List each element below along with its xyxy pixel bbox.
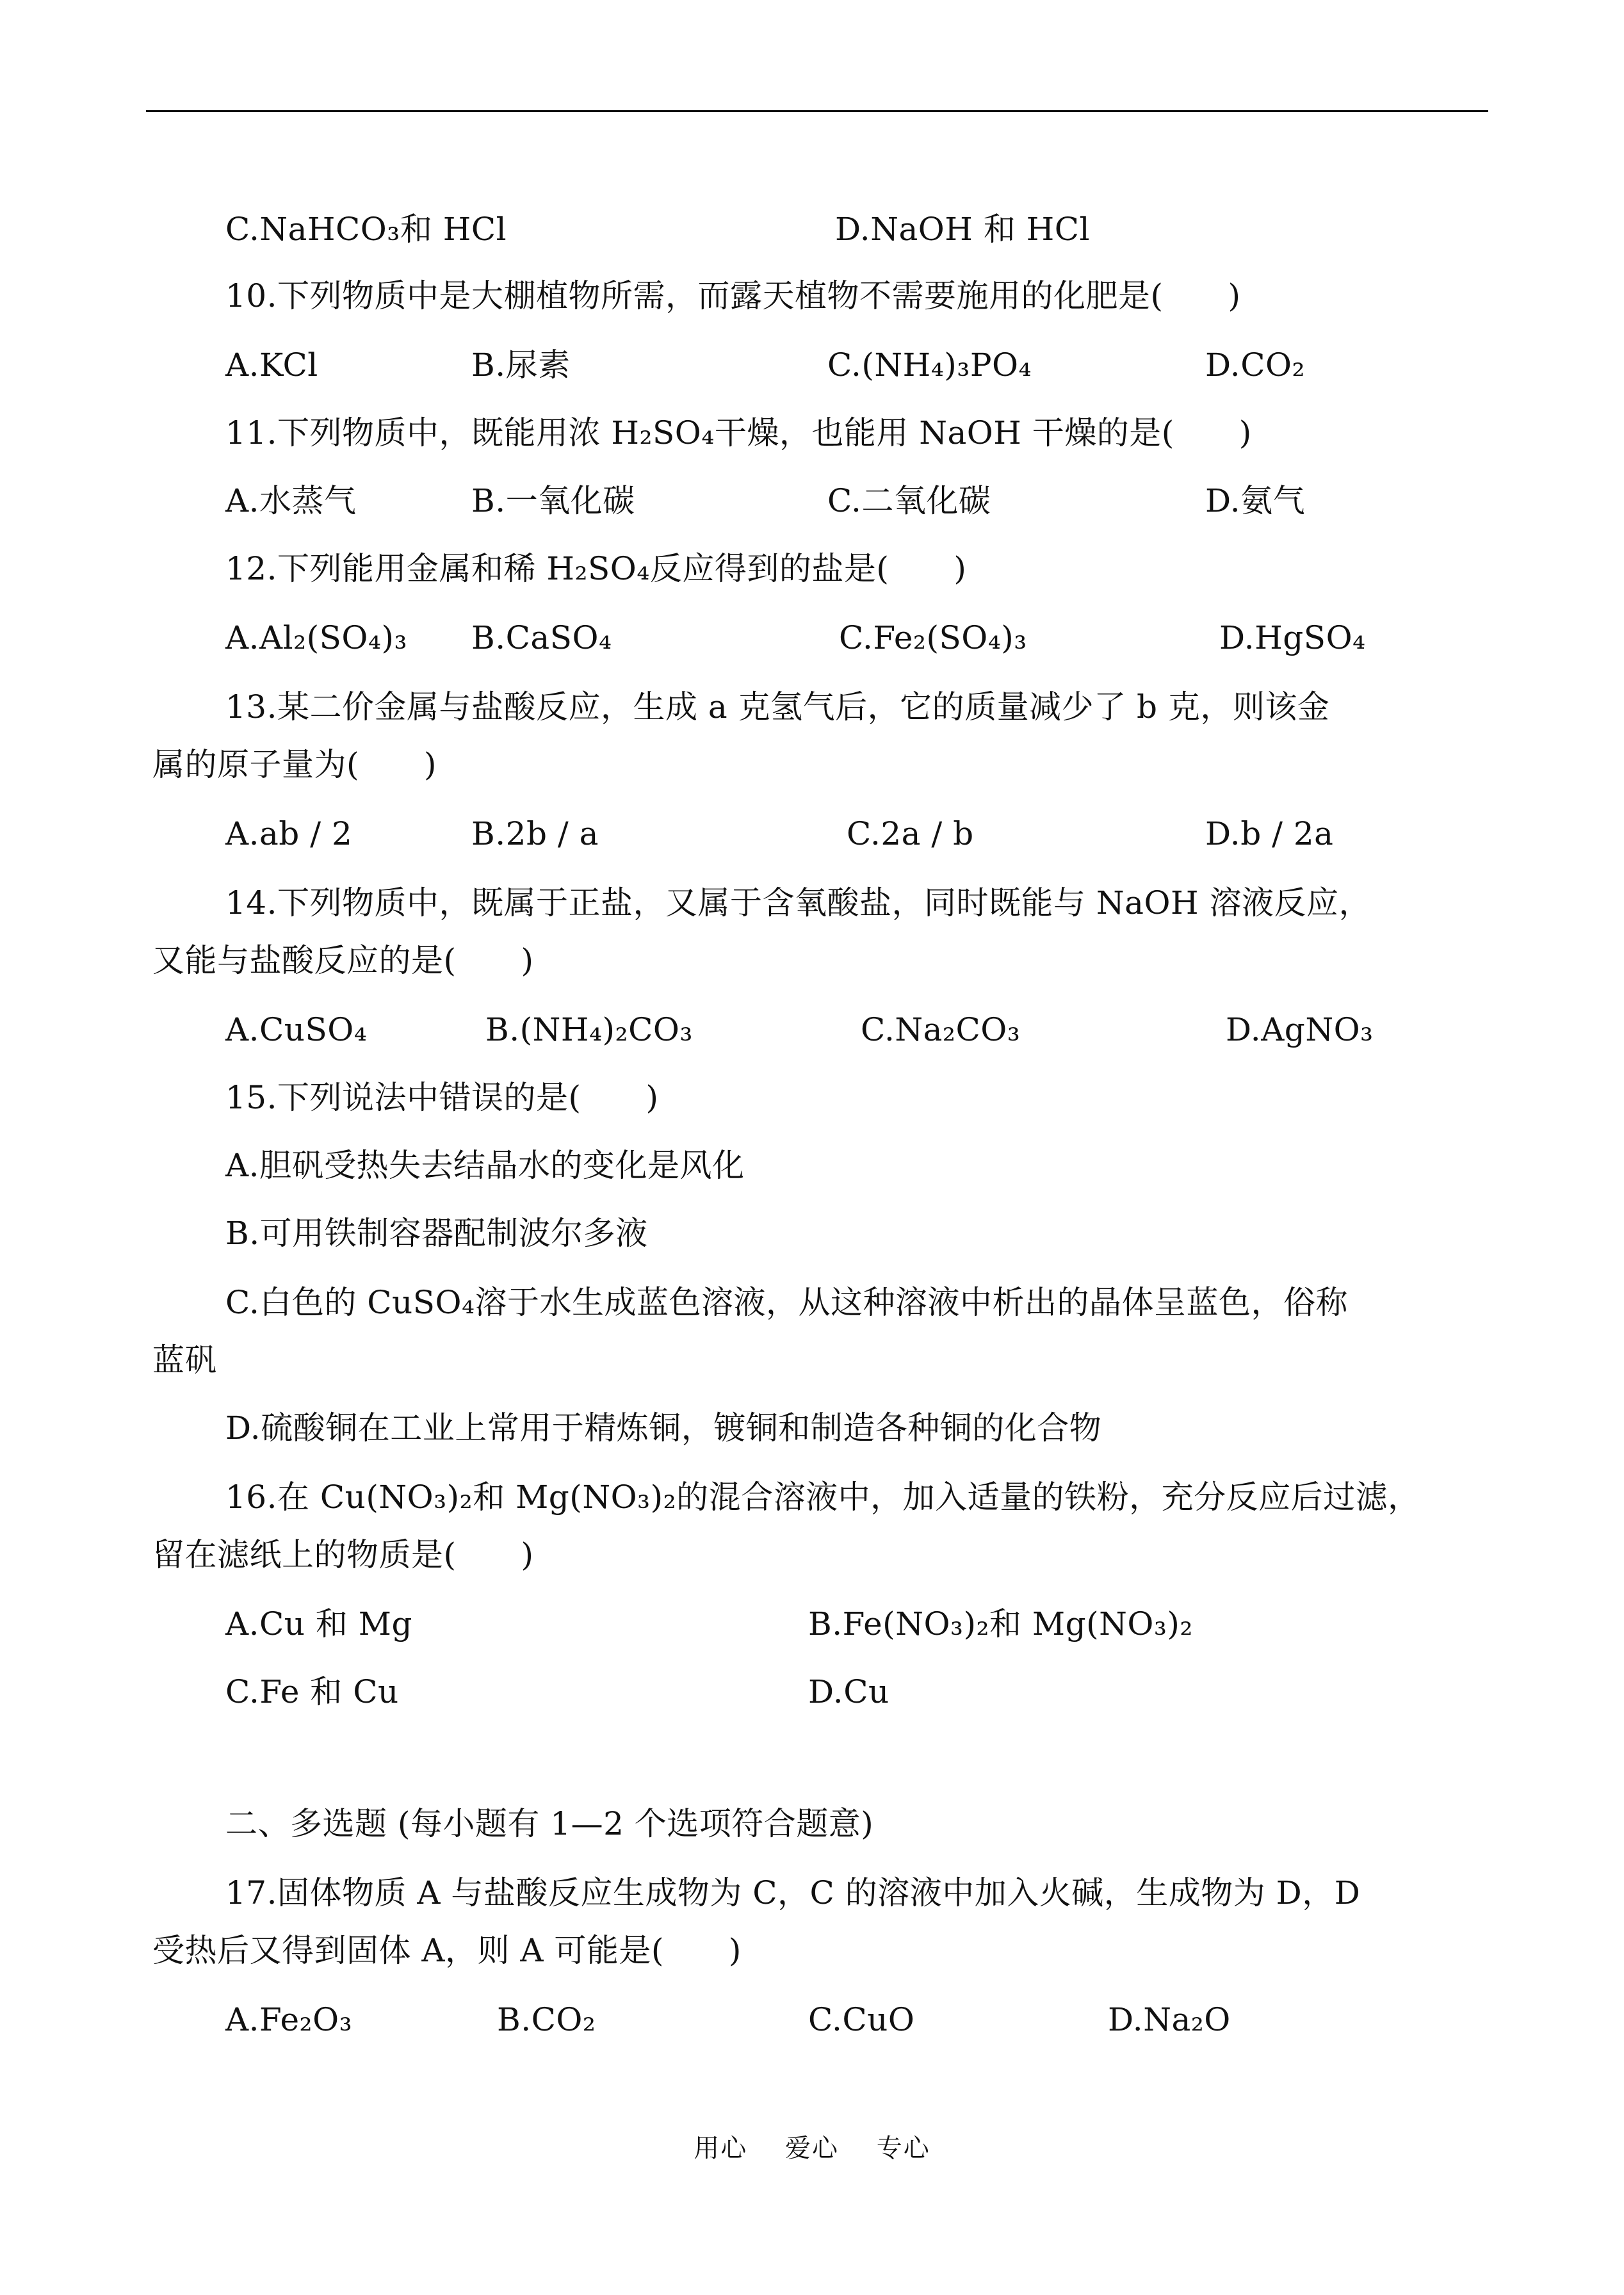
q11-stem: 11.下列物质中，既能用浓 H₂SO₄干燥，也能用 NaOH 干燥的是( ) — [225, 414, 1252, 451]
q13-option-c: C.2a / b — [847, 815, 974, 852]
q11-option-c: C.二氧化碳 — [827, 482, 991, 519]
q13-stem-line2: 属的原子量为( ) — [152, 746, 437, 783]
q13-stem-line1: 13.某二价金属与盐酸反应，生成 a 克氢气后，它的质量减少了 b 克，则该金 — [225, 688, 1330, 726]
footer-item: 爱心 — [785, 2134, 839, 2163]
q16-option-b: B.Fe(NO₃)₂和 Mg(NO₃)₂ — [808, 1605, 1193, 1642]
q17-option-d: D.Na₂O — [1108, 2001, 1231, 2038]
q11-option-b: B.一氧化碳 — [471, 482, 635, 519]
q12-option-b: B.CaSO₄ — [471, 619, 612, 656]
q10-stem: 10.下列物质中是大棚植物所需，而露天植物不需要施用的化肥是( ) — [225, 277, 1241, 314]
header-rule — [146, 110, 1488, 112]
q14-stem-line2: 又能与盐酸反应的是( ) — [152, 942, 534, 979]
q17-stem-line1: 17.固体物质 A 与盐酸反应生成物为 C，C 的溶液中加入火碱，生成物为 D，D — [225, 1874, 1361, 1911]
q9-option-d: D.NaOH 和 HCl — [835, 211, 1090, 248]
q13-option-d: D.b / 2a — [1205, 815, 1334, 852]
q17-option-c: C.CuO — [808, 2001, 915, 2038]
q15-option-d: D.硫酸铜在工业上常用于精炼铜，镀铜和制造各种铜的化合物 — [225, 1409, 1102, 1447]
q10-option-b: B.尿素 — [471, 346, 571, 384]
q16-stem-line1: 16.在 Cu(NO₃)₂和 Mg(NO₃)₂的混合溶液中，加入适量的铁粉，充分反应后过滤， — [225, 1479, 1420, 1516]
footer-item: 用心 — [694, 2134, 748, 2163]
q12-stem: 12.下列能用金属和稀 H₂SO₄反应得到的盐是( ) — [225, 550, 967, 587]
q16-option-a: A.Cu 和 Mg — [225, 1605, 412, 1642]
q14-option-b: B.(NH₄)₂CO₃ — [485, 1011, 693, 1048]
q11-option-a: A.水蒸气 — [225, 482, 357, 519]
q11-option-d: D.氨气 — [1205, 482, 1306, 519]
q13-option-b: B.2b / a — [471, 815, 599, 852]
q16-stem-line2: 留在滤纸上的物质是( ) — [152, 1536, 534, 1573]
q10-option-d: D.CO₂ — [1205, 346, 1305, 384]
q12-option-a: A.Al₂(SO₄)₃ — [225, 619, 407, 656]
q12-option-d: D.HgSO₄ — [1219, 619, 1366, 656]
q15-option-b: B.可用铁制容器配制波尔多液 — [225, 1215, 648, 1252]
section2-heading: 二、多选题 (每小题有 1—2 个选项符合题意) — [225, 1805, 874, 1842]
q12-option-c: C.Fe₂(SO₄)₃ — [839, 619, 1027, 656]
q15-option-c-line2: 蓝矾 — [152, 1342, 217, 1379]
q15-option-c-line1: C.白色的 CuSO₄溶于水生成蓝色溶液，从这种溶液中析出的晶体呈蓝色，俗称 — [225, 1284, 1349, 1321]
page-footer — [0, 2132, 1624, 2164]
q17-option-a: A.Fe₂O₃ — [225, 2001, 353, 2038]
q14-stem-line1: 14.下列物质中，既属于正盐，又属于含氧酸盐，同时既能与 NaOH 溶液反应， — [225, 884, 1371, 921]
q17-stem-line2: 受热后又得到固体 A，则 A 可能是( ) — [152, 1932, 742, 1969]
q13-option-a: A.ab / 2 — [225, 815, 353, 852]
q15-option-a: A.胆矾受热失去结晶水的变化是风化 — [225, 1147, 745, 1184]
q14-option-c: C.Na₂CO₃ — [861, 1011, 1021, 1048]
q10-option-c: C.(NH₄)₃PO₄ — [827, 346, 1032, 384]
footer-item: 专心 — [876, 2134, 930, 2163]
q14-option-a: A.CuSO₄ — [225, 1011, 368, 1048]
q9-option-c: C.NaHCO₃和 HCl — [225, 211, 507, 248]
q14-option-d: D.AgNO₃ — [1226, 1011, 1374, 1048]
q16-option-c: C.Fe 和 Cu — [225, 1673, 399, 1710]
q16-option-d: D.Cu — [808, 1673, 889, 1710]
q10-option-a: A.KCl — [225, 346, 318, 384]
q17-option-b: B.CO₂ — [497, 2001, 596, 2038]
q15-stem: 15.下列说法中错误的是( ) — [225, 1079, 659, 1116]
